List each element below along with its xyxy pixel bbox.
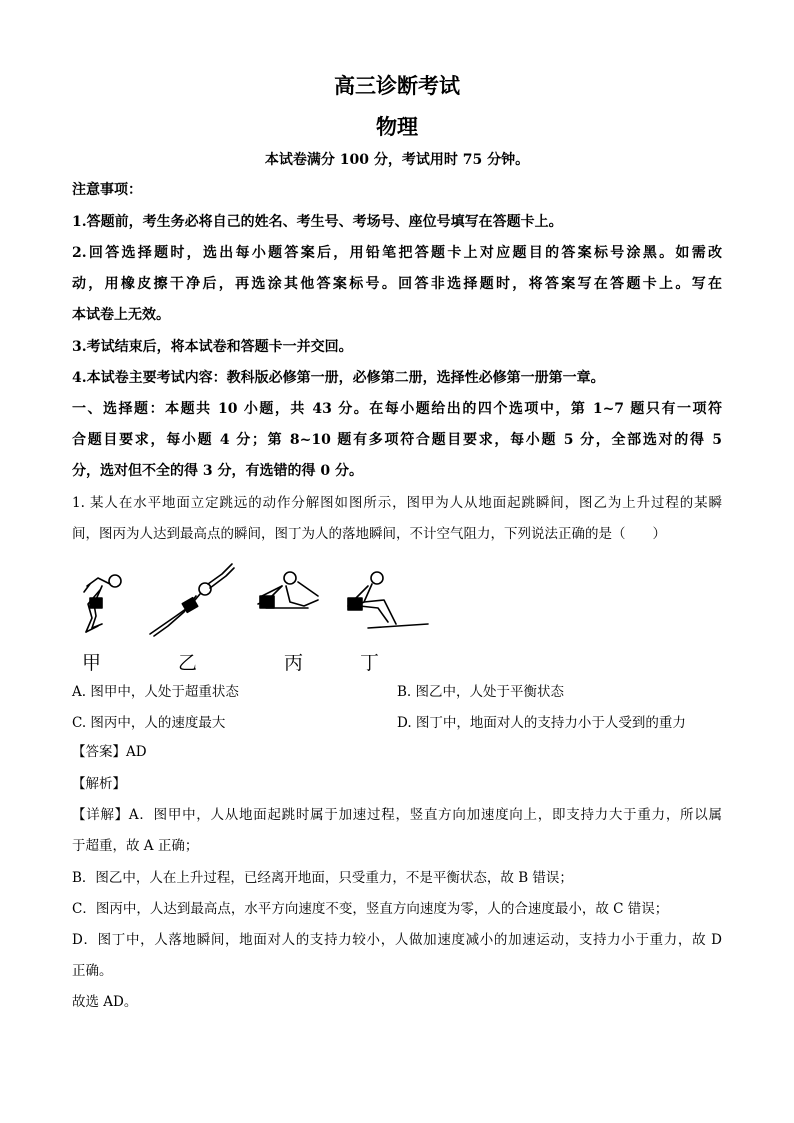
analysis-label: 【解析】	[72, 776, 126, 792]
note-2-line-1: 2.回答选择题时，选出每小题答案后，用铅笔把答题卡上对应题目的答案标号涂黑。如需改	[72, 245, 722, 261]
note-2-line-3: 本试卷上无效。	[72, 307, 170, 323]
note-2-line-2: 动，用橡皮擦干净后，再选涂其他答案标号。回答非选择题时，将答案写在答题卡上。写在	[72, 276, 722, 292]
note-3: 3.考试结束后，将本试卷和答题卡一并交回。	[72, 339, 353, 355]
option-a: A. 图甲中，人处于超重状态	[72, 684, 239, 700]
answer-line: 【答案】AD	[72, 744, 147, 760]
section-heading-line-2: 合题目要求，每小题 4 分；第 8~10 题有多项符合题目要求，每小题 5 分，全部选对的得 5	[72, 432, 722, 448]
figure-label-jia: 甲	[82, 652, 102, 674]
option-c: C. 图丙中，人的速度最大	[72, 715, 226, 731]
detail-d-line-1: D．图丁中，人落地瞬间，地面对人的支持力较小，人做加速度减小的加速运动，支持力小于重力，故 D	[72, 932, 722, 948]
figure-label-yi: 乙	[178, 652, 198, 674]
detail-d-line-2: 正确。	[72, 963, 113, 979]
detail-c: C．图丙中，人达到最高点，水平方向速度不变，竖直方向速度为零，人的合速度最小，故 C 错误；	[72, 901, 669, 917]
exam-title: 高三诊断考试	[334, 73, 460, 98]
section-heading-line-1: 一、选择题：本题共 10 小题，共 43 分。在每小题给出的四个选项中，第 1~7 题只有一项符	[72, 401, 722, 417]
jump-sequence-drawing	[72, 556, 442, 646]
subject-title: 物理	[376, 114, 418, 139]
figure-jia-jumper	[84, 575, 121, 632]
notes-heading: 注意事项：	[72, 182, 142, 198]
figure-ding-jumper	[348, 572, 428, 628]
note-1: 1.答题前，考生务必将自己的姓名、考生号、考场号、座位号填写在答题卡上。	[72, 214, 563, 230]
figure-bing-jumper	[258, 572, 318, 608]
long-jump-figure	[72, 556, 442, 674]
exam-info: 本试卷满分 100 分，考试用时 75 分钟。	[264, 152, 530, 168]
figure-label-bing: 丙	[284, 652, 304, 674]
option-d: D. 图丁中，地面对人的支持力小于人受到的重力	[397, 715, 686, 731]
figure-label-ding: 丁	[360, 652, 380, 674]
figure-yi-jumper	[150, 564, 234, 636]
detail-b: B．图乙中，人在上升过程，已经离开地面，只受重力，不是平衡状态，故 B 错误；	[72, 870, 573, 886]
detail-a-line-2: 于超重，故 A 正确；	[72, 838, 199, 854]
detail-a-line-1: 【详解】A．图甲中，人从地面起跳时属于加速过程，竖直方向加速度向上，即支持力大于重力，所以属	[72, 807, 722, 823]
note-4: 4.本试卷主要考试内容：教科版必修第一册，必修第二册，选择性必修第一册第一章。	[72, 370, 605, 386]
section-heading-line-3: 分，选对但不全的得 3 分，有选错的得 0 分。	[72, 463, 363, 479]
question-1-stem-line-1: 1. 某人在水平地面立定跳远的动作分解图如图所示，图甲为人从地面起跳瞬间，图乙为上升过程的某瞬	[72, 495, 722, 511]
option-b: B. 图乙中，人处于平衡状态	[397, 684, 565, 700]
question-1-stem-line-2: 间，图丙为人达到最高点的瞬间，图丁为人的落地瞬间，不计空气阻力，下列说法正确的是（ ）	[72, 526, 666, 542]
conclusion: 故选 AD。	[72, 994, 138, 1010]
